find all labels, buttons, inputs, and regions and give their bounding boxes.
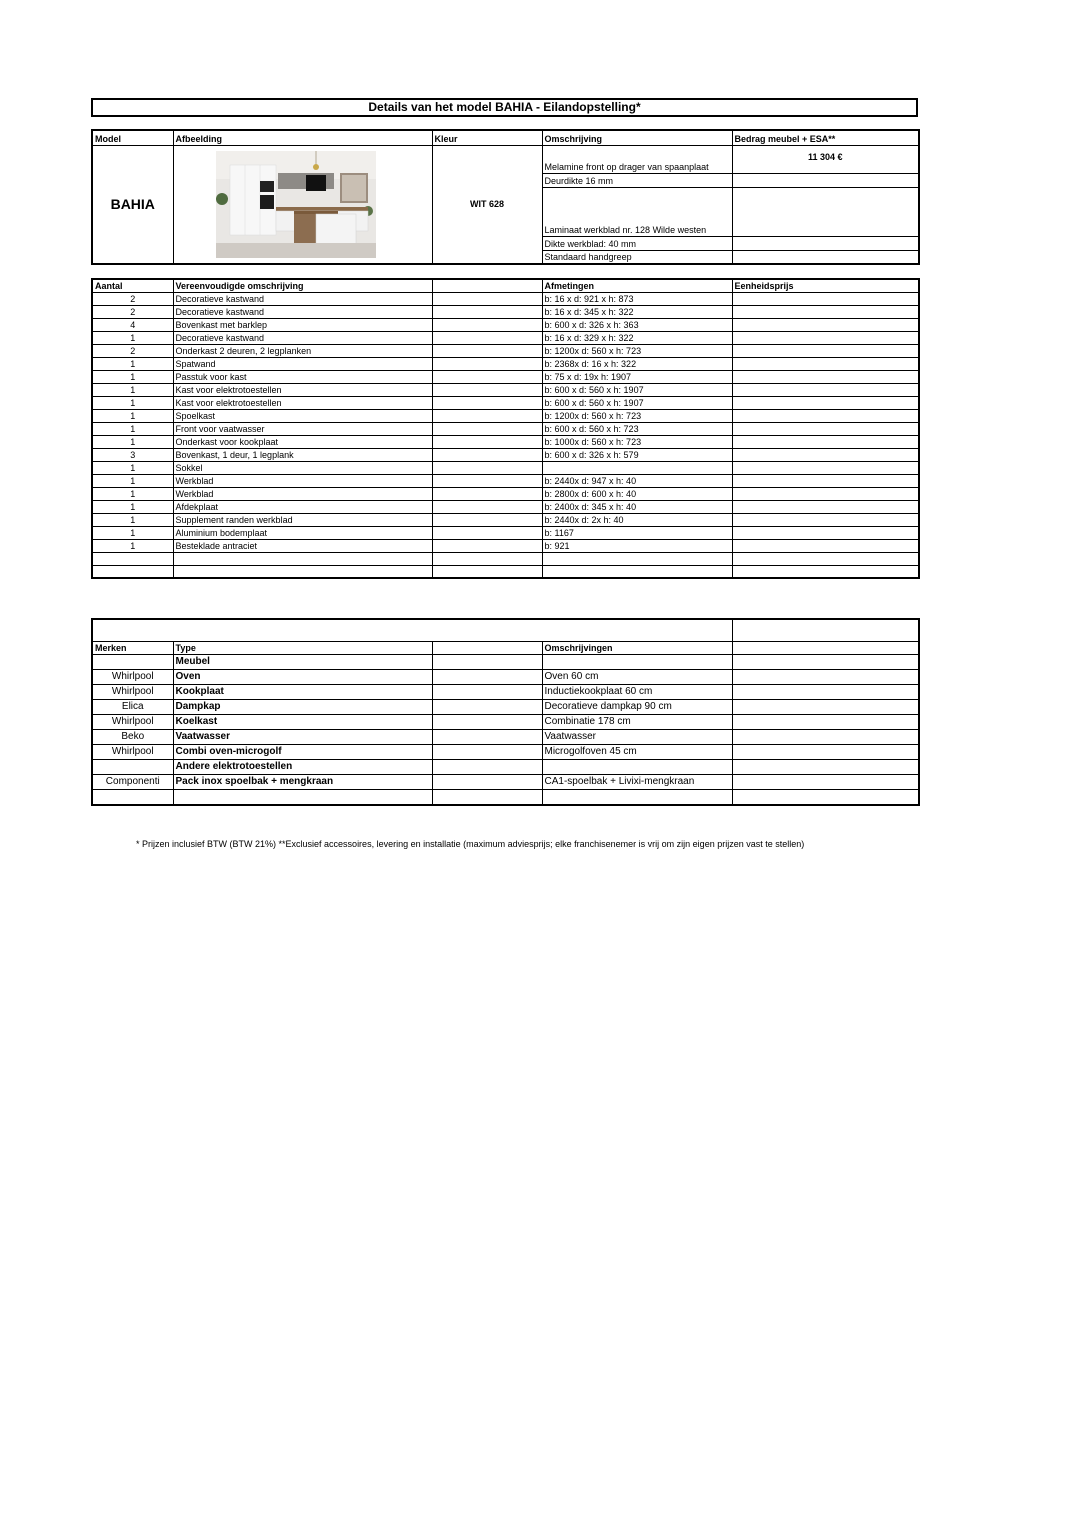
aantal-cell: 2 <box>92 292 173 305</box>
table-row <box>92 305 919 318</box>
table-row <box>92 729 919 744</box>
empty-cell <box>732 774 919 789</box>
afmetingen-cell: b: 1000x d: 560 x h: 723 <box>542 435 732 448</box>
merk-cell: Whirlpool <box>92 714 173 729</box>
table-row <box>92 292 919 305</box>
table-row <box>92 714 919 729</box>
type-cell: Kookplaat <box>173 684 432 699</box>
eenheidsprijs-cell <box>732 305 919 318</box>
eenheidsprijs-cell <box>732 565 919 578</box>
type-cell: Andere elektrotoestellen <box>173 759 432 774</box>
table-row <box>92 789 919 805</box>
empty-cell <box>432 744 542 759</box>
table-row <box>92 774 919 789</box>
omschrijving-cell: Supplement randen werkblad <box>173 513 432 526</box>
empty-cell <box>432 487 542 500</box>
aantal-cell: 1 <box>92 409 173 422</box>
empty-cell <box>432 318 542 331</box>
table-row <box>92 357 919 370</box>
table-row <box>92 409 919 422</box>
omschrijving-cell <box>173 552 432 565</box>
empty-cell <box>432 565 542 578</box>
empty-cell <box>432 654 542 669</box>
empty-cell <box>432 774 542 789</box>
table-row <box>92 318 919 331</box>
table-row <box>92 565 919 578</box>
omschrijving-cell: Passtuk voor kast <box>173 370 432 383</box>
eenheidsprijs-cell <box>732 331 919 344</box>
empty-cell <box>432 552 542 565</box>
empty-cell <box>432 789 542 805</box>
table-row <box>92 448 919 461</box>
table-row <box>92 383 919 396</box>
header-model: Model <box>92 130 173 145</box>
empty-cell <box>732 759 919 774</box>
omschrijving-cell: Werkblad <box>173 474 432 487</box>
merk-cell: Whirlpool <box>92 669 173 684</box>
eenheidsprijs-cell <box>732 435 919 448</box>
aantal-cell: 1 <box>92 461 173 474</box>
empty-cell <box>732 714 919 729</box>
aantal-cell: 1 <box>92 539 173 552</box>
table-row <box>92 699 919 714</box>
aantal-cell: 1 <box>92 500 173 513</box>
eenheidsprijs-cell <box>732 526 919 539</box>
table-row <box>92 396 919 409</box>
empty-cell <box>432 526 542 539</box>
table-row <box>92 526 919 539</box>
empty-cell <box>432 305 542 318</box>
omschrijving-cell: Onderkast voor kookplaat <box>173 435 432 448</box>
eenheidsprijs-cell <box>732 357 919 370</box>
afmetingen-cell: b: 1200x d: 560 x h: 723 <box>542 409 732 422</box>
type-cell: Meubel <box>173 654 432 669</box>
afmetingen-cell: b: 921 <box>542 539 732 552</box>
eenheidsprijs-cell <box>732 539 919 552</box>
omschrijving-cell: Microgolfoven 45 cm <box>542 744 732 759</box>
type-cell: Vaatwasser <box>173 729 432 744</box>
header-omschrijvingen: Omschrijvingen <box>542 641 732 654</box>
omschrijving-cell: Kast voor elektrotoestellen <box>173 396 432 409</box>
header-afmetingen: Afmetingen <box>542 279 732 292</box>
header-merken: Merken <box>92 641 173 654</box>
aantal-cell: 3 <box>92 448 173 461</box>
page-title: Details van het model BAHIA - Eilandopstelling* <box>91 98 918 117</box>
aantal-cell: 1 <box>92 396 173 409</box>
omschrijving-line: Deurdikte 16 mm <box>542 173 732 187</box>
empty-cell <box>432 448 542 461</box>
afmetingen-cell: b: 2800x d: 600 x h: 40 <box>542 487 732 500</box>
omschrijving-cell: Onderkast 2 deuren, 2 legplanken <box>173 344 432 357</box>
omschrijving-line: Melamine front op drager van spaanplaat <box>542 145 732 173</box>
omschrijving-cell: Vaatwasser <box>542 729 732 744</box>
omschrijving-cell: CA1-spoelbak + Livixi-mengkraan <box>542 774 732 789</box>
aantal-cell: 1 <box>92 435 173 448</box>
empty-cell <box>432 500 542 513</box>
omschrijving-cell: Bovenkast met barklep <box>173 318 432 331</box>
omschrijving-line: Standaard handgreep <box>542 250 732 264</box>
eenheidsprijs-cell <box>732 383 919 396</box>
omschrijving-cell: Aluminium bodemplaat <box>173 526 432 539</box>
header-vereenvoudigde-omschrijving: Vereenvoudigde omschrijving <box>173 279 432 292</box>
omschrijving-cell <box>173 565 432 578</box>
empty-cell <box>732 654 919 669</box>
aantal-cell: 1 <box>92 526 173 539</box>
merk-cell: Beko <box>92 729 173 744</box>
omschrijving-cell <box>542 759 732 774</box>
footnote: * Prijzen inclusief BTW (BTW 21%) **Exclusief accessoires, levering en installatie (maximum adviesprijs; elke franchisenemer is vrij om zijn eigen prijzen vast te stellen) <box>136 839 805 849</box>
header-omschrijving: Omschrijving <box>542 130 732 145</box>
empty-cell <box>732 699 919 714</box>
table-row <box>92 669 919 684</box>
eenheidsprijs-cell <box>732 500 919 513</box>
empty-cell <box>432 396 542 409</box>
merk-cell <box>92 654 173 669</box>
aantal-cell: 1 <box>92 422 173 435</box>
table-row <box>92 513 919 526</box>
table-row <box>92 500 919 513</box>
afmetingen-cell <box>542 565 732 578</box>
header-kleur: Kleur <box>432 130 542 145</box>
eenheidsprijs-cell <box>732 552 919 565</box>
header-type: Type <box>173 641 432 654</box>
kitchen-image <box>216 151 376 258</box>
omschrijving-line: Laminaat werkblad nr. 128 Wilde westen <box>542 187 732 236</box>
empty-cell <box>432 435 542 448</box>
aantal-cell: 1 <box>92 513 173 526</box>
omschrijving-cell: Decoratieve kastwand <box>173 305 432 318</box>
empty-cell <box>432 474 542 487</box>
merk-cell <box>92 789 173 805</box>
empty-cell <box>732 789 919 805</box>
empty-cell <box>432 331 542 344</box>
type-cell: Koelkast <box>173 714 432 729</box>
omschrijving-line: Dikte werkblad: 40 mm <box>542 236 732 250</box>
model-name: BAHIA <box>92 145 173 264</box>
afmetingen-cell <box>542 461 732 474</box>
type-cell: Pack inox spoelbak + mengkraan <box>173 774 432 789</box>
empty-cell <box>432 292 542 305</box>
header-eenheidsprijs: Eenheidsprijs <box>732 279 919 292</box>
eenheidsprijs-cell <box>732 344 919 357</box>
model-price: 11 304 € <box>732 145 919 173</box>
omschrijving-cell: Sokkel <box>173 461 432 474</box>
table-row <box>92 474 919 487</box>
omschrijving-cell: Besteklade antraciet <box>173 539 432 552</box>
table-row <box>92 435 919 448</box>
aantal-cell: 2 <box>92 344 173 357</box>
table-row <box>92 654 919 669</box>
table-row <box>92 422 919 435</box>
afmetingen-cell: b: 600 x d: 560 x h: 1907 <box>542 396 732 409</box>
aantal-cell: 1 <box>92 370 173 383</box>
merk-cell: Elica <box>92 699 173 714</box>
empty-cell <box>432 729 542 744</box>
type-cell: Oven <box>173 669 432 684</box>
afmetingen-cell: b: 2440x d: 2x h: 40 <box>542 513 732 526</box>
eenheidsprijs-cell <box>732 474 919 487</box>
empty-cell <box>432 422 542 435</box>
type-cell <box>173 789 432 805</box>
eenheidsprijs-cell <box>732 409 919 422</box>
empty-cell <box>432 759 542 774</box>
aantal-cell: 1 <box>92 331 173 344</box>
eenheidsprijs-cell <box>732 396 919 409</box>
header-afbeelding: Afbeelding <box>173 130 432 145</box>
omschrijving-cell: Kast voor elektrotoestellen <box>173 383 432 396</box>
omschrijving-cell: Bovenkast, 1 deur, 1 legplank <box>173 448 432 461</box>
merk-cell: Whirlpool <box>92 684 173 699</box>
model-color: WIT 628 <box>432 145 542 264</box>
merk-cell <box>92 759 173 774</box>
table-row <box>92 331 919 344</box>
omschrijving-cell: Werkblad <box>173 487 432 500</box>
header-bedrag: Bedrag meubel + ESA** <box>732 130 919 145</box>
afmetingen-cell: b: 75 x d: 19x h: 1907 <box>542 370 732 383</box>
empty-cell <box>432 699 542 714</box>
afmetingen-cell <box>542 552 732 565</box>
omschrijving-cell: Spoelkast <box>173 409 432 422</box>
empty-cell <box>432 539 542 552</box>
afmetingen-cell: b: 600 x d: 560 x h: 1907 <box>542 383 732 396</box>
aantal-cell <box>92 565 173 578</box>
empty-cell <box>432 344 542 357</box>
omschrijving-cell <box>542 654 732 669</box>
afmetingen-cell: b: 600 x d: 326 x h: 363 <box>542 318 732 331</box>
omschrijving-cell: Oven 60 cm <box>542 669 732 684</box>
empty-cell <box>732 729 919 744</box>
aantal-cell: 4 <box>92 318 173 331</box>
omschrijving-cell: Afdekplaat <box>173 500 432 513</box>
empty-cell <box>432 370 542 383</box>
eenheidsprijs-cell <box>732 292 919 305</box>
header-aantal: Aantal <box>92 279 173 292</box>
eenheidsprijs-cell <box>732 422 919 435</box>
aantal-cell: 1 <box>92 474 173 487</box>
eenheidsprijs-cell <box>732 487 919 500</box>
empty-cell <box>732 744 919 759</box>
brands-table <box>91 618 918 806</box>
merk-cell: Whirlpool <box>92 744 173 759</box>
eenheidsprijs-cell <box>732 370 919 383</box>
table-row <box>92 487 919 500</box>
empty-cell <box>432 409 542 422</box>
empty-cell <box>432 461 542 474</box>
empty-cell <box>432 684 542 699</box>
type-cell: Dampkap <box>173 699 432 714</box>
table-row <box>92 744 919 759</box>
omschrijving-cell: Combinatie 178 cm <box>542 714 732 729</box>
afmetingen-cell: b: 600 x d: 326 x h: 579 <box>542 448 732 461</box>
table-row <box>92 759 919 774</box>
table-row <box>92 684 919 699</box>
afmetingen-cell: b: 1200x d: 560 x h: 723 <box>542 344 732 357</box>
afmetingen-cell: b: 2368x d: 16 x h: 322 <box>542 357 732 370</box>
type-cell: Combi oven-microgolf <box>173 744 432 759</box>
eenheidsprijs-cell <box>732 448 919 461</box>
aantal-cell: 1 <box>92 383 173 396</box>
afmetingen-cell: b: 600 x d: 560 x h: 723 <box>542 422 732 435</box>
omschrijving-cell: Decoratieve kastwand <box>173 292 432 305</box>
empty-cell <box>432 714 542 729</box>
table-row <box>92 539 919 552</box>
eenheidsprijs-cell <box>732 513 919 526</box>
aantal-cell: 2 <box>92 305 173 318</box>
omschrijving-cell: Decoratieve kastwand <box>173 331 432 344</box>
table-row <box>92 552 919 565</box>
table-row <box>92 344 919 357</box>
table-row <box>92 370 919 383</box>
omschrijving-cell: Front voor vaatwasser <box>173 422 432 435</box>
afmetingen-cell: b: 16 x d: 329 x h: 322 <box>542 331 732 344</box>
empty-cell <box>732 684 919 699</box>
merk-cell: Componenti <box>92 774 173 789</box>
omschrijving-cell: Inductiekookplaat 60 cm <box>542 684 732 699</box>
afmetingen-cell: b: 16 x d: 921 x h: 873 <box>542 292 732 305</box>
afmetingen-cell: b: 16 x d: 345 x h: 322 <box>542 305 732 318</box>
omschrijving-cell <box>542 789 732 805</box>
omschrijving-cell: Decoratieve dampkap 90 cm <box>542 699 732 714</box>
empty-cell <box>432 669 542 684</box>
empty-cell <box>432 513 542 526</box>
parts-table <box>91 278 918 579</box>
aantal-cell: 1 <box>92 487 173 500</box>
eenheidsprijs-cell <box>732 318 919 331</box>
aantal-cell <box>92 552 173 565</box>
afmetingen-cell: b: 2440x d: 947 x h: 40 <box>542 474 732 487</box>
empty-cell <box>732 669 919 684</box>
omschrijving-cell: Spatwand <box>173 357 432 370</box>
eenheidsprijs-cell <box>732 461 919 474</box>
empty-cell <box>432 357 542 370</box>
table-row <box>92 461 919 474</box>
empty-cell <box>432 383 542 396</box>
afmetingen-cell: b: 1167 <box>542 526 732 539</box>
aantal-cell: 1 <box>92 357 173 370</box>
afmetingen-cell: b: 2400x d: 345 x h: 40 <box>542 500 732 513</box>
